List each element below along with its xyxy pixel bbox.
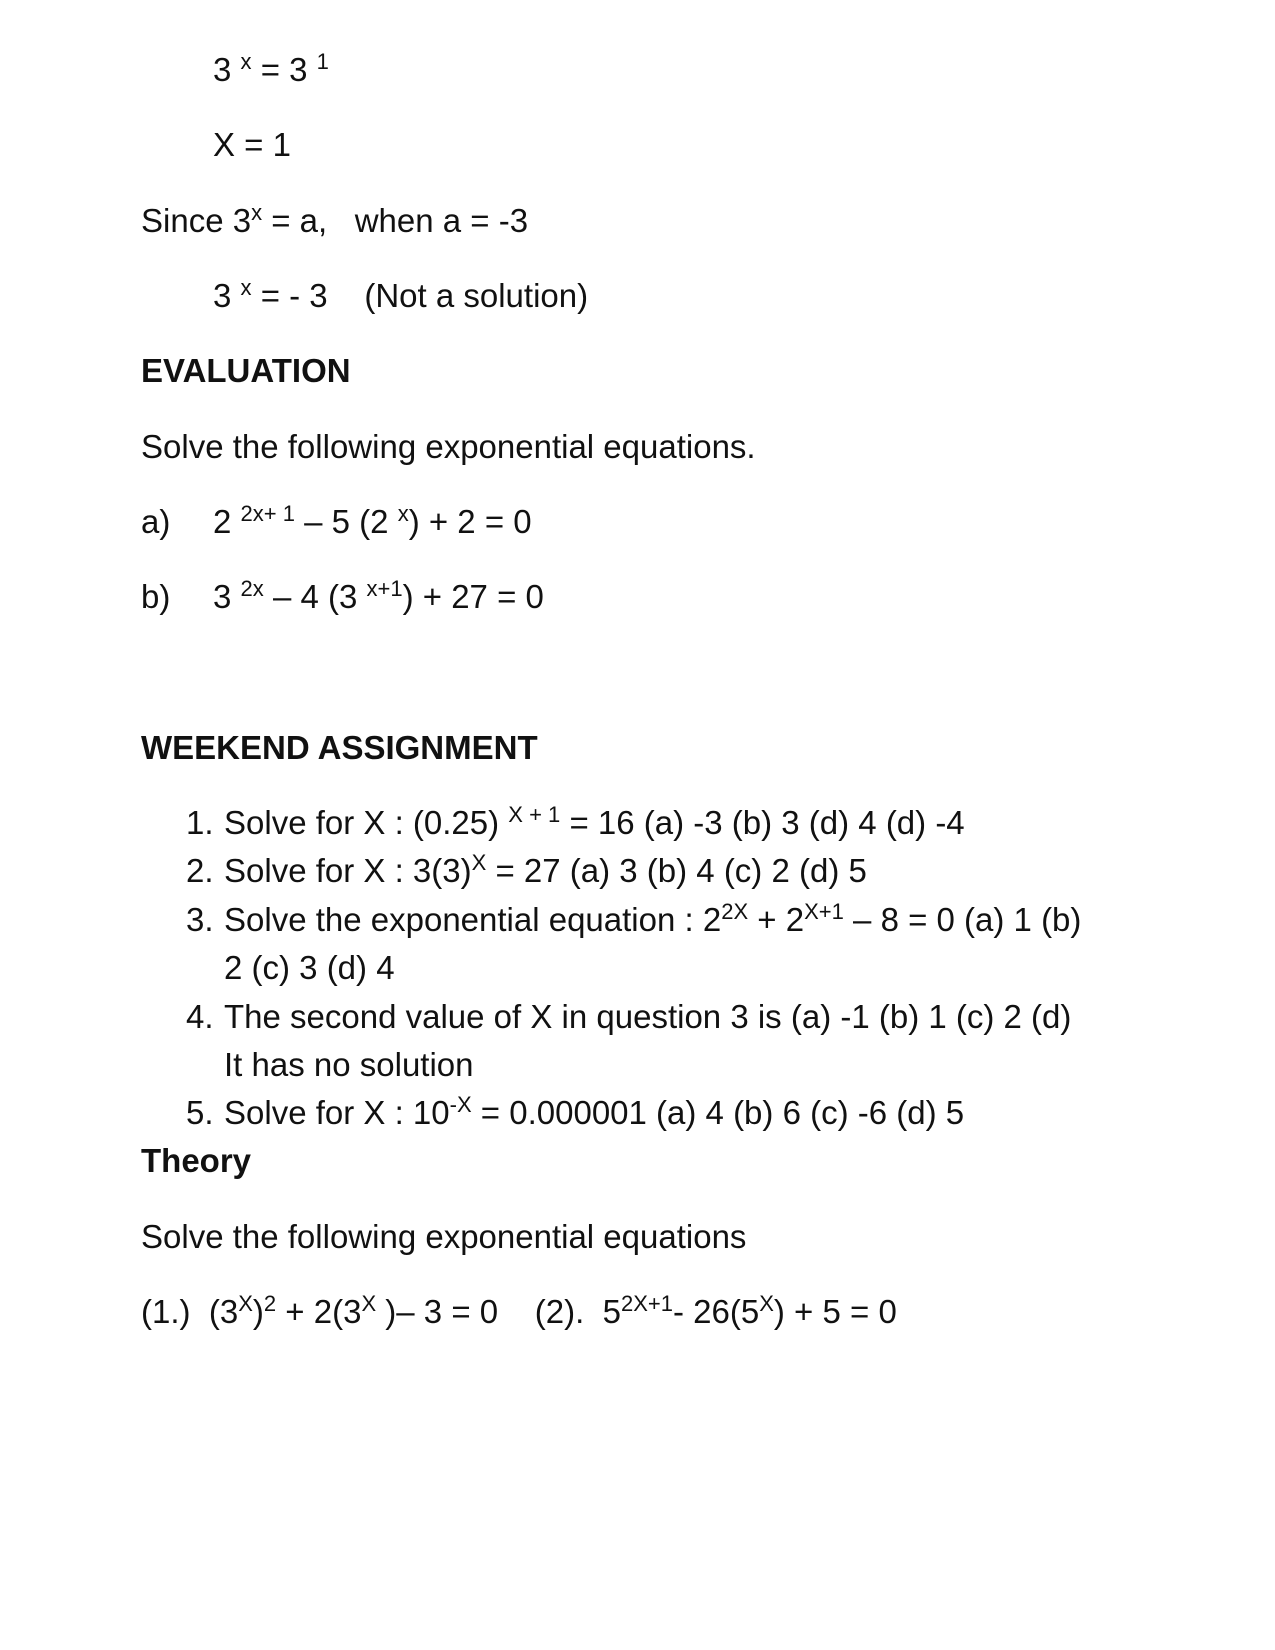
theory-instruction: Solve the following exponential equations [141, 1218, 747, 1255]
question-2: 2. Solve for X : $3(3)^X = 27$ (a) 3 (b) 4 (c) 2 (d) 5 [186, 850, 867, 889]
item-label: b) [141, 578, 171, 615]
theory-equations: (1.) $(3^X)^2 + 2(3^X$ )– 3 = 0 (2). $5^{2X+1}-$ $26(5^X) + 5 = 0$ [141, 1291, 897, 1330]
question-3: 3. Solve the exponential equation : $2^{2X} + 2^{X+1} - 8 = 0$ (a) 1 (b) [186, 899, 1082, 938]
evaluation-instruction: Solve the following exponential equations. [141, 428, 756, 465]
question-4: 4. The second value of X in question 3 is (a) -1 (b) 1 (c) 2 (d) [186, 998, 1072, 1035]
weekend-heading: WEEKEND ASSIGNMENT [141, 729, 538, 766]
theory-heading: Theory [141, 1142, 252, 1179]
question-1: 1. Solve for X : (0.25) $^{X + 1}$ = 16 (a) -3 (b) 3 (d) 4 (d) -4 [186, 802, 965, 841]
work-line-3: Since $3^x = a$, when a = -3 [141, 200, 529, 239]
question-5: 5. Solve for X : $10^{-X} = 0.000001$ (a) 4 (b) 6 (c) -6 (d) 5 [186, 1092, 965, 1131]
question-3-continuation: 2 (c) 3 (d) 4 [224, 949, 395, 986]
evaluation-item-b: b) 3 $^{2x}$ – 4 (3 $^{x+1}$) + 27 = 0 [141, 576, 544, 615]
work-line-4: 3 $^x$ = - 3 (Not a solution) [213, 275, 589, 314]
work-line-1: 3 $^x$ = 3 $^1$ [213, 49, 329, 88]
work-line-2: X = 1 [213, 126, 291, 163]
item-label: a) [141, 503, 171, 540]
evaluation-heading: EVALUATION [141, 352, 351, 389]
question-4-continuation: It has no solution [224, 1046, 474, 1083]
evaluation-item-a: a) 2 $^{2x+ 1}$ – 5 (2 $^x$) + 2 = 0 [141, 501, 532, 540]
